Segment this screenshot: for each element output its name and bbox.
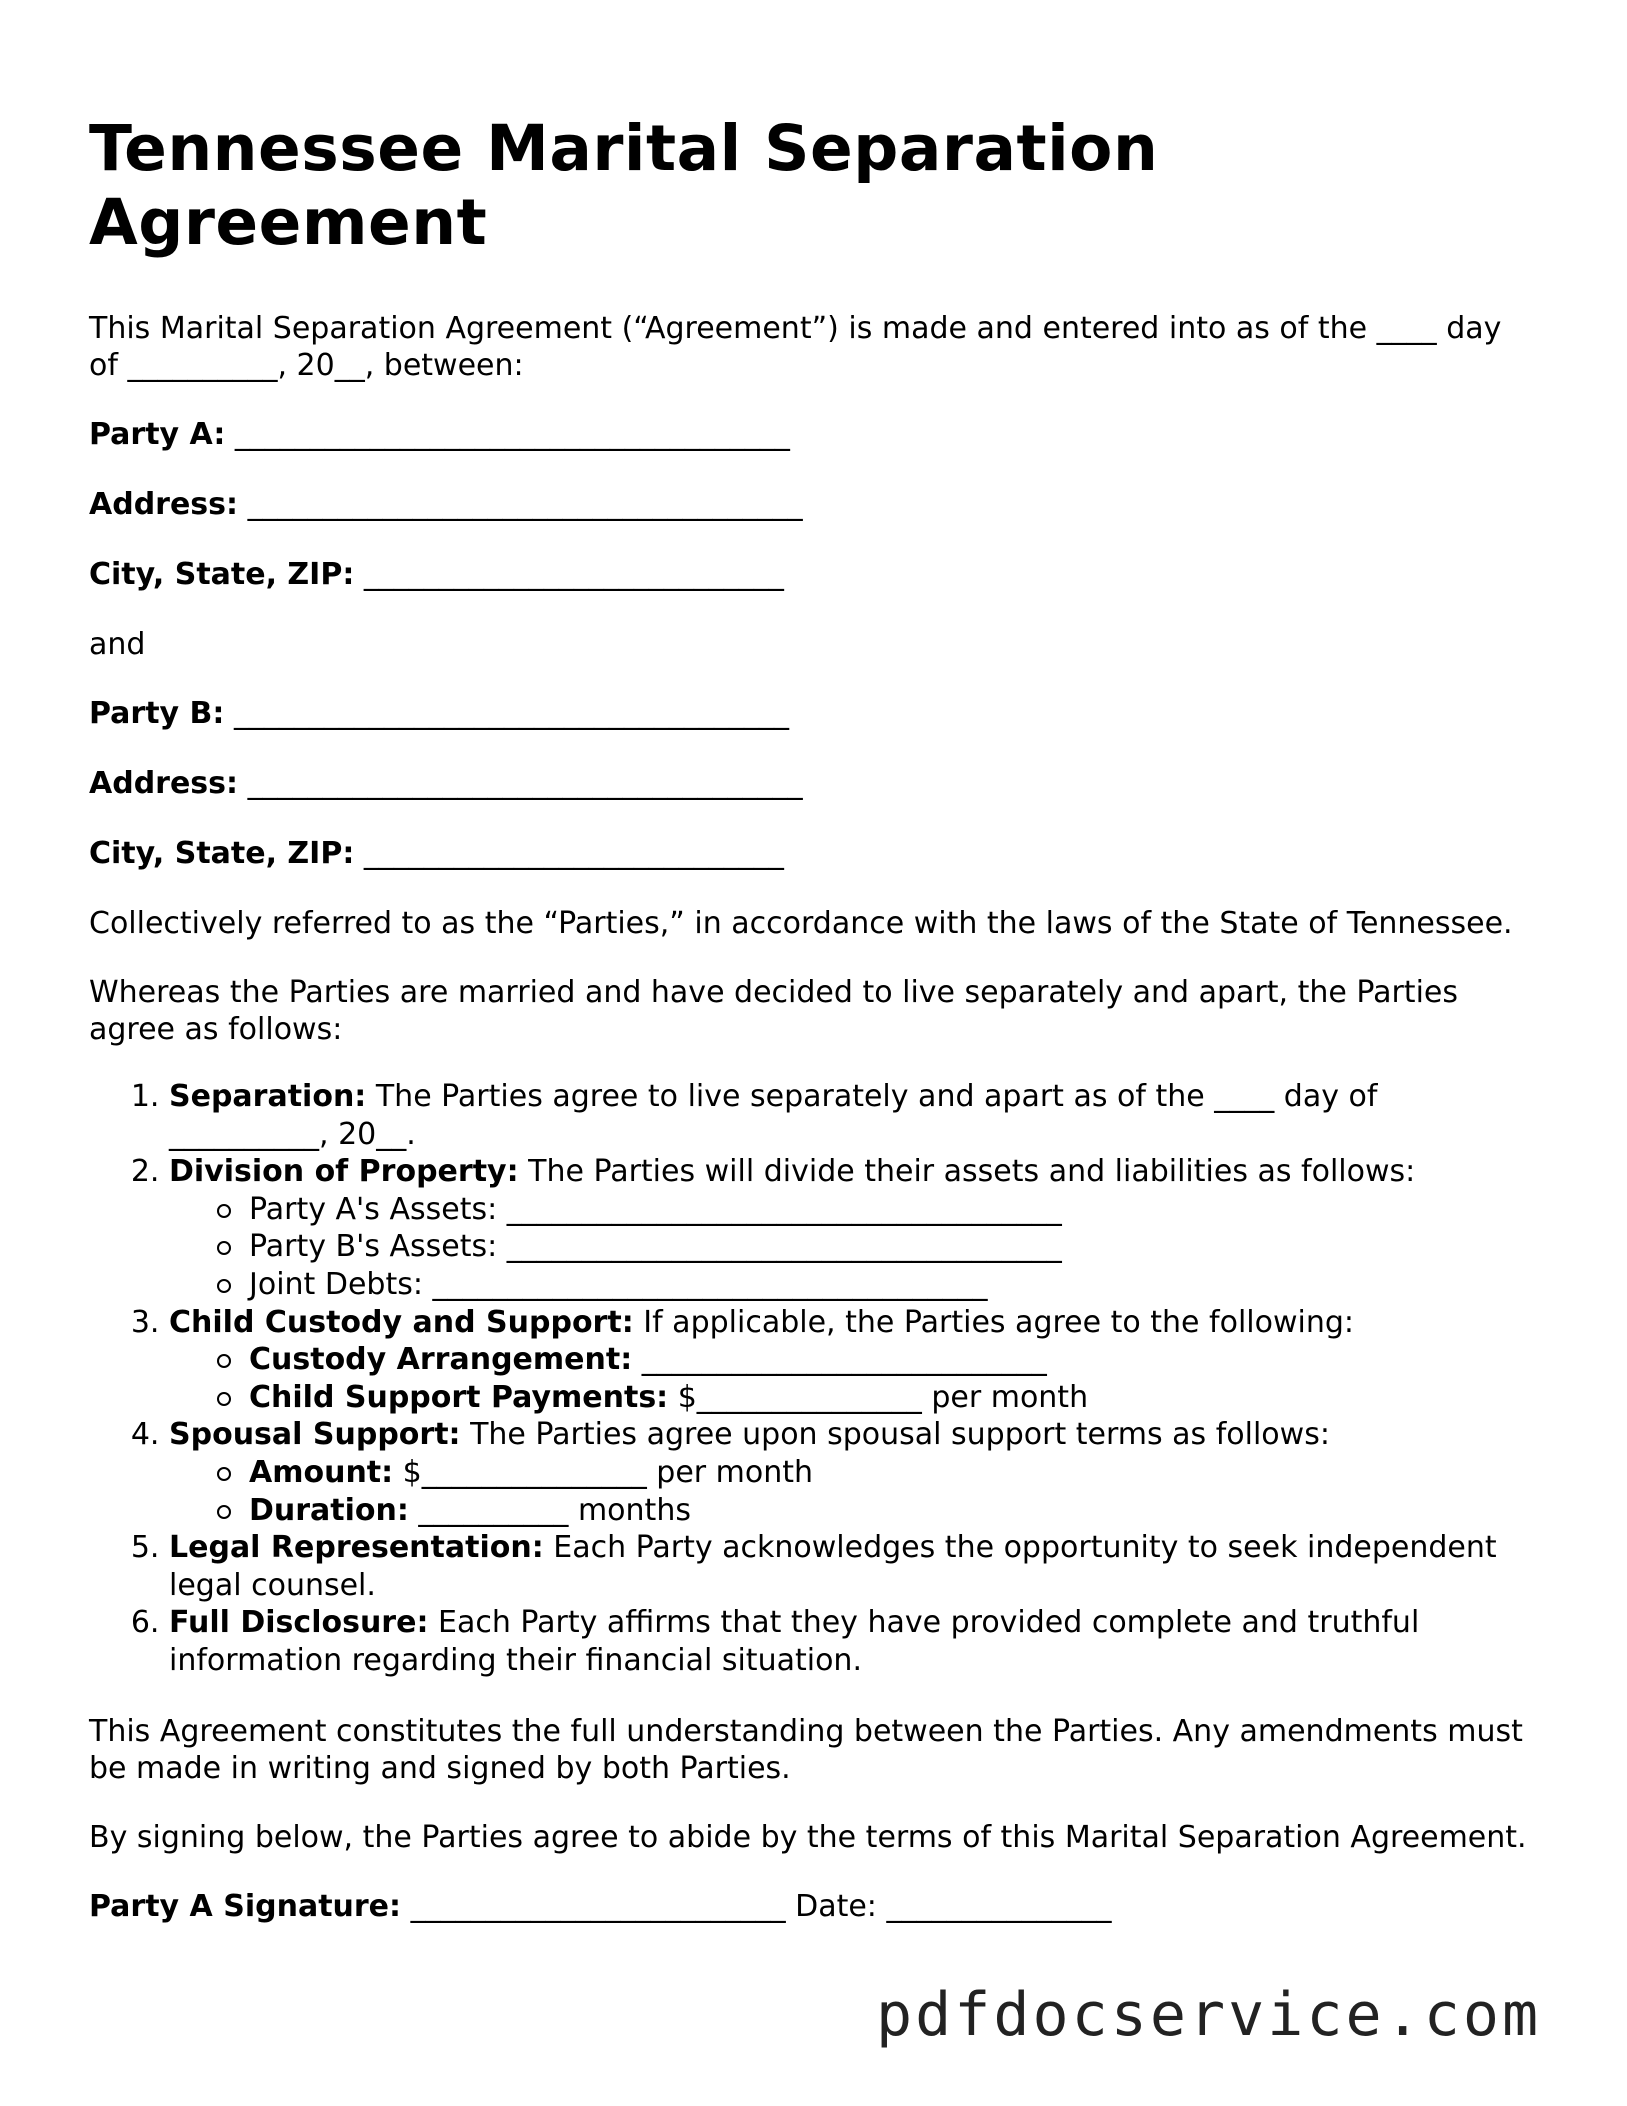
child-support-label: Child Support Payments: [249,1379,669,1415]
term-custody-title: Child Custody and Support: [169,1304,634,1340]
party-a-signature-label: Party A Signature: [89,1888,402,1924]
and-text: and [89,627,146,662]
party-b-city-label: City, State, ZIP: [89,836,355,871]
term-spousal [169,1416,1539,1529]
term-separation-title: Separation: [169,1079,367,1114]
term-disclosure-text: Each Party affirms that they have provided complete and truthful information regarding their financial situation. [169,1605,1420,1678]
party-a-city-label: City, State, ZIP: [89,557,355,592]
party-b-name-label: Party B: [89,696,225,731]
spousal-duration-line: __________ months [408,1492,691,1528]
spousal-duration [249,1492,1539,1530]
spousal-amount [249,1454,1539,1492]
term-property [169,1153,1539,1303]
custody-arrangement-line: ___________________________ [632,1342,1047,1378]
term-property-text: The Parties will divide their assets and liabilities as follows: [518,1154,1416,1190]
custody-arrangement-label: Custody Arrangement: [249,1342,633,1378]
term-property-title: Division of Property: [169,1154,519,1190]
spousal-sublist [169,1454,1539,1529]
intro-paragraph: This Marital Separation Agreement (“Agreement”) is made and entered into as of the ____ day of __________, 20__, between: [89,311,1502,383]
party-a-signature-field [89,1888,1539,1925]
party-a-name-line: _____________________________________ [225,417,790,452]
child-support-line: $_______________ per month [668,1379,1089,1415]
property-sublist [169,1191,1539,1304]
party-a-city-line: ____________________________ [354,557,784,592]
party-a-city-field [89,556,1539,593]
whereas-paragraph: Whereas the Parties are married and have decided to live separately and apart, the Parties agree as follows: [89,975,1458,1047]
spousal-amount-line: $_______________ per month [393,1454,814,1490]
party-a-signature-line: _________________________ Date: _______________ [401,1888,1112,1924]
term-separation-text: The Parties agree to live separately and apart as of the ____ day of __________, 20__. [169,1079,1378,1152]
watermark-text: pdfdocservice.com [876,1980,1542,2050]
custody-arrangement [249,1341,1539,1379]
party-a-address-label: Address: [89,487,239,522]
property-party-b-assets: Party B's Assets: _____________________________________ [249,1228,1539,1266]
party-a-address-line: _____________________________________ [238,487,803,522]
term-disclosure-title: Full Disclosure: [169,1605,429,1641]
party-b-name-field [89,695,1539,732]
party-b-address-line: _____________________________________ [238,766,803,801]
term-disclosure [169,1604,1539,1679]
party-a-address-field [89,486,1539,523]
property-party-a-assets: Party A's Assets: _____________________________________ [249,1191,1539,1229]
spousal-duration-label: Duration: [249,1492,409,1528]
term-custody [169,1304,1539,1417]
child-support-payments [249,1379,1539,1417]
full-understanding-paragraph: This Agreement constitutes the full understanding between the Parties. Any amendments must be made in writing and signed by both Parties. [89,1713,1523,1786]
party-b-city-line: ____________________________ [354,836,784,871]
term-separation [169,1078,1539,1153]
term-legal-text: Each Party acknowledges the opportunity to seek independent legal counsel. [169,1530,1497,1603]
document-title: Tennessee Marital Separation Agreement [89,112,1159,259]
property-joint-debts: Joint Debts: _____________________________________ [249,1266,1539,1304]
collectively-paragraph: Collectively referred to as the “Parties,” in accordance with the laws of the State of Tennessee. [89,906,1513,941]
terms-list [89,1078,1539,1680]
term-legal-title: Legal Representation: [169,1530,544,1566]
document-page [89,112,1539,1925]
term-spousal-title: Spousal Support: [169,1417,461,1453]
by-signing-paragraph: By signing below, the Parties agree to abide by the terms of this Marital Separation Agreement. [89,1819,1527,1855]
party-b-city-field [89,835,1539,872]
term-legal [169,1529,1539,1604]
spousal-amount-label: Amount: [249,1454,394,1490]
term-spousal-text: The Parties agree upon spousal support terms as follows: [460,1417,1330,1453]
party-a-name-label: Party A: [89,417,226,452]
party-b-address-field [89,765,1539,802]
party-a-name-field [89,416,1539,453]
party-b-address-label: Address: [89,766,239,801]
party-b-name-line: _____________________________________ [224,696,789,731]
term-custody-text: If applicable, the Parties agree to the following: [633,1304,1355,1340]
custody-sublist [169,1341,1539,1416]
